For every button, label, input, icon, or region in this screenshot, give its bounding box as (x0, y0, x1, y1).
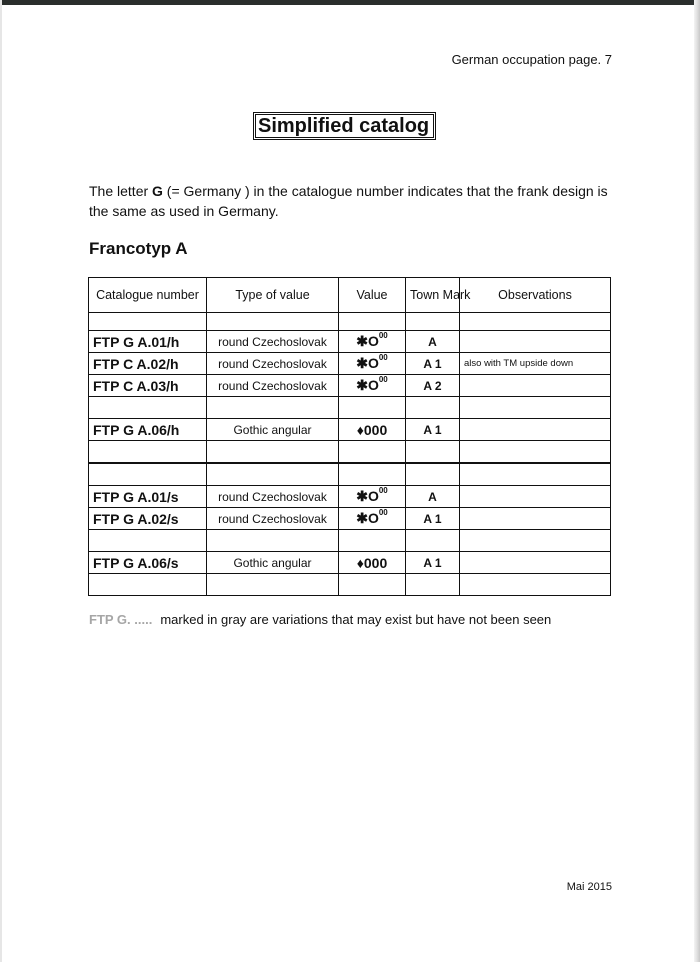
cell-mark: A 1 (406, 419, 460, 441)
cell-value: ♦000 (339, 552, 406, 574)
cell-obs (460, 508, 611, 530)
scan-edge-top (0, 0, 700, 5)
cell-value: $✱O^{00}$ (339, 353, 406, 375)
cell-type: round Czechoslovak (207, 331, 339, 353)
table-row (89, 375, 611, 397)
cell-value: $✱O^{00}$ (339, 508, 406, 530)
table-row-blank (89, 463, 611, 486)
cell-code: FTP G A.01/s (89, 486, 207, 508)
table-row-blank (89, 530, 611, 552)
cell-value: ♦000 (339, 419, 406, 441)
header-observations: Observations (460, 278, 611, 313)
page-date: Mai 2015 (566, 881, 612, 893)
cell-mark: A 1 (406, 552, 460, 574)
footnote-gray-code: FTP G. ..... (89, 612, 153, 627)
table-row-blank (89, 574, 611, 596)
table-row (89, 486, 611, 508)
cell-obs (460, 486, 611, 508)
table-row (89, 552, 611, 574)
table-row-blank (89, 441, 611, 464)
table-row (89, 353, 611, 375)
intro-after: (= Germany ) in the catalogue number indicates that the frank design is the same as used in Germany. (89, 183, 608, 219)
cell-value: $✱O^{00}$ (339, 331, 406, 353)
cell-mark: A 1 (406, 508, 460, 530)
cell-value: $✱O^{00}$ (339, 375, 406, 397)
cell-code: FTP G A.06/h (89, 419, 207, 441)
cell-mark: A (406, 331, 460, 353)
scan-edge-left (0, 0, 2, 962)
header-catalogue: Catalogue number (89, 278, 207, 313)
intro-letter: G (152, 183, 163, 199)
cell-type: round Czechoslovak (207, 375, 339, 397)
cell-type: round Czechoslovak (207, 508, 339, 530)
footnote-text: marked in gray are variations that may exist but have not been seen (160, 612, 552, 627)
header-town: Town Mark (406, 278, 460, 313)
cell-code: FTP C A.03/h (89, 375, 207, 397)
header-value: Value (339, 278, 406, 313)
table-row (89, 331, 611, 353)
cell-value: $✱O^{00}$ (339, 486, 406, 508)
cell-mark: A 2 (406, 375, 460, 397)
cell-obs: also with TM upside down (460, 353, 611, 375)
table-row (89, 508, 611, 530)
cell-code: FTP G A.02/s (89, 508, 207, 530)
cell-code: FTP G A.01/h (89, 331, 207, 353)
table-row (89, 419, 611, 441)
cell-obs (460, 375, 611, 397)
page-header: German occupation page. 7 (451, 52, 612, 67)
table-row-blank (89, 397, 611, 419)
catalog-table (88, 277, 611, 596)
cell-type: Gothic angular (207, 552, 339, 574)
cell-mark: A (406, 486, 460, 508)
table-row-blank (89, 313, 611, 331)
page-title: Simplified catalog (253, 112, 436, 140)
header-type: Type of value (207, 278, 339, 313)
scan-edge-right (694, 0, 700, 962)
intro-before: The letter (89, 183, 153, 199)
cell-obs (460, 419, 611, 441)
cell-type: Gothic angular (207, 419, 339, 441)
cell-obs (460, 331, 611, 353)
cell-code: FTP C A.02/h (89, 353, 207, 375)
footnote (89, 612, 551, 627)
cell-code: FTP G A.06/s (89, 552, 207, 574)
cell-mark: A 1 (406, 353, 460, 375)
intro-paragraph (89, 181, 619, 221)
cell-type: round Czechoslovak (207, 353, 339, 375)
cell-obs (460, 552, 611, 574)
cell-type: round Czechoslovak (207, 486, 339, 508)
table-header-row (89, 278, 611, 313)
section-title: Francotyp A (89, 239, 188, 258)
